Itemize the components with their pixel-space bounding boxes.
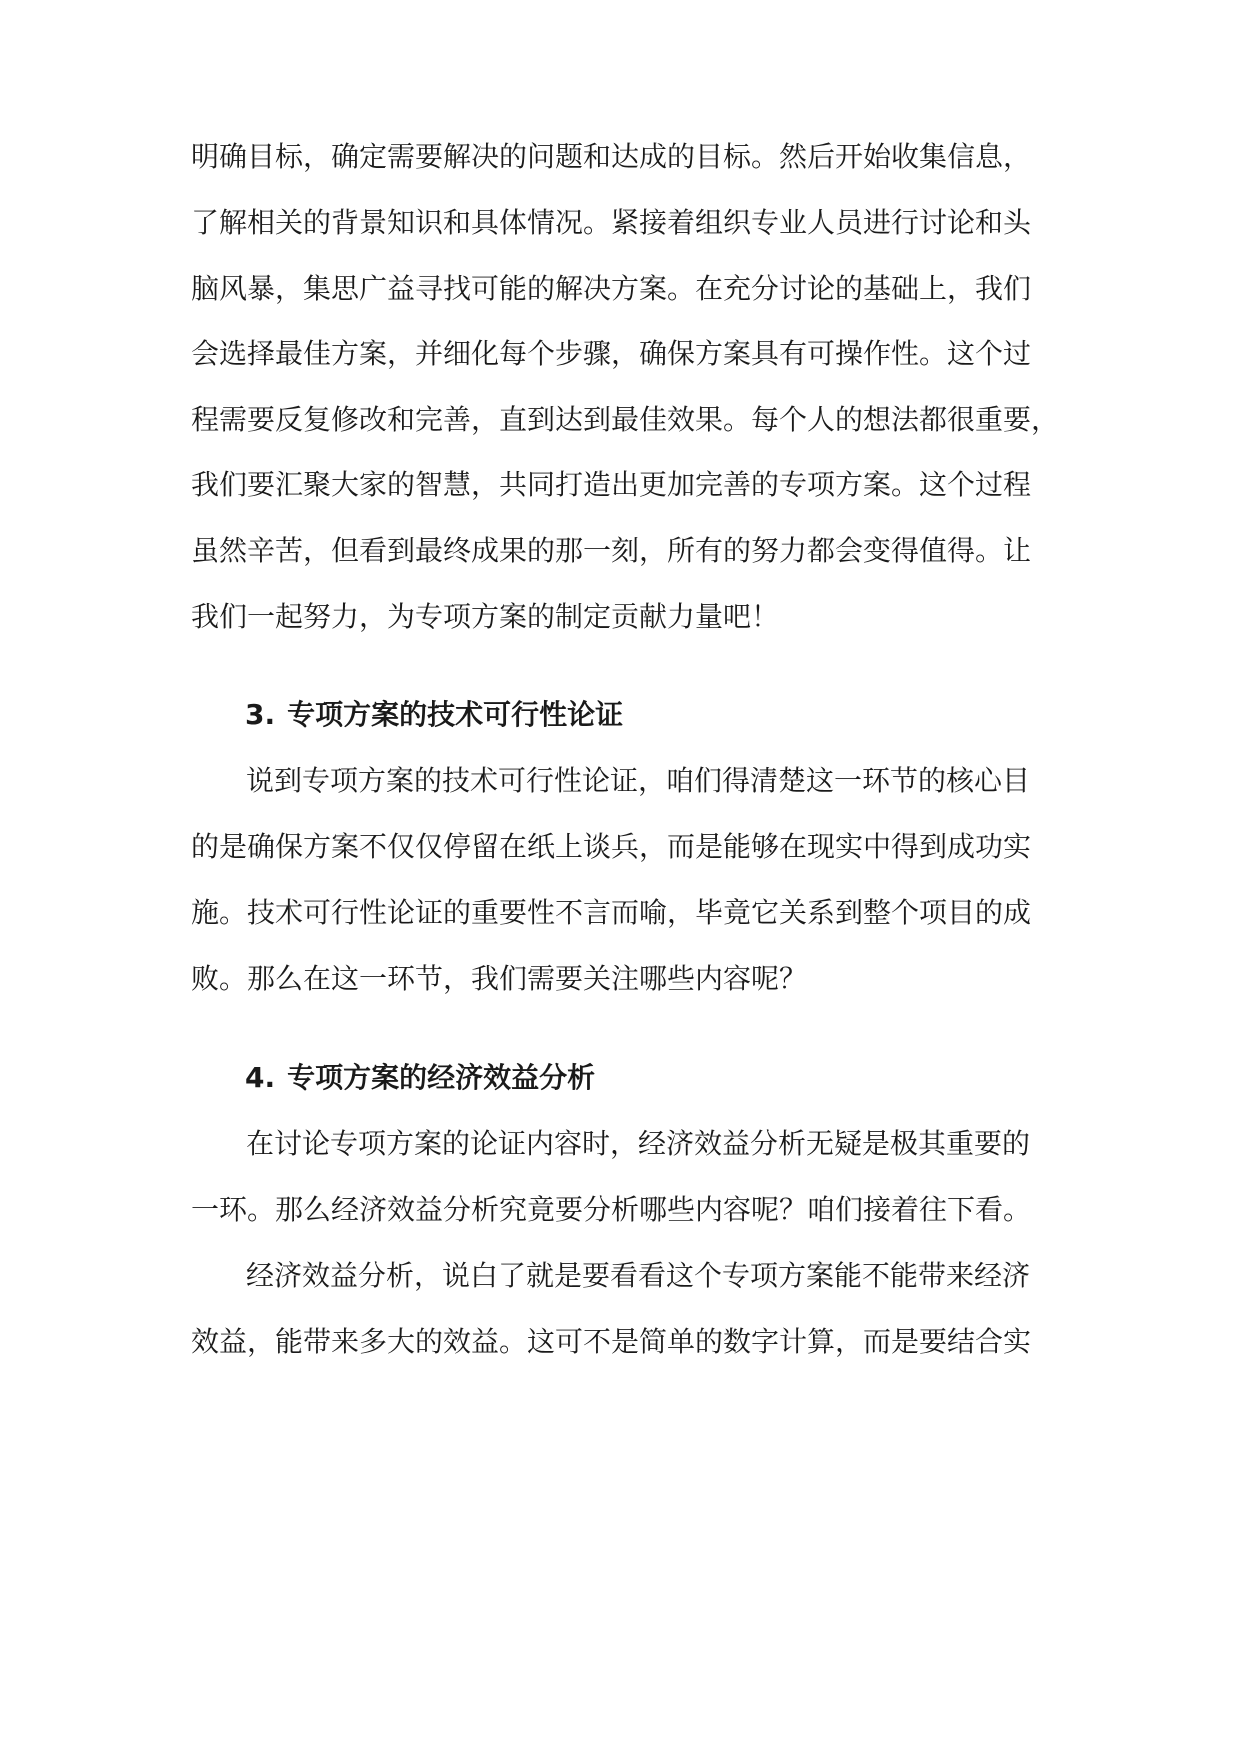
section-number: 3. bbox=[245, 698, 276, 731]
text-line: 施。技术可行性论证的重要性不言而喻，毕竟它关系到整个项目的成 bbox=[191, 896, 1032, 929]
text-line: 程需要反复修改和完善，直到达到最佳效果。每个人的想法都很重要， bbox=[191, 403, 1060, 436]
text-line: 我们要汇聚大家的智慧，共同打造出更加完善的专项方案。这个过程 bbox=[191, 468, 1032, 501]
text-line: 一环。那么经济效益分析究竟要分析哪些内容呢？咱们接着往下看。 bbox=[191, 1193, 1032, 1226]
section-number: 4. bbox=[245, 1061, 276, 1094]
text-line: 虽然辛苦，但看到最终成果的那一刻，所有的努力都会变得值得。让 bbox=[191, 534, 1032, 567]
text-line: 的是确保方案不仅仅停留在纸上谈兵，而是能够在现实中得到成功实 bbox=[191, 830, 1032, 863]
section-title: 专项方案的技术可行性论证 bbox=[287, 698, 624, 731]
section-heading-4 bbox=[245, 1060, 595, 1096]
text-line: 败。那么在这一环节，我们需要关注哪些内容呢？ bbox=[191, 962, 808, 995]
text-line: 明确目标，确定需要解决的问题和达成的目标。然后开始收集信息， bbox=[191, 140, 1032, 173]
text-line: 效益，能带来多大的效益。这可不是简单的数字计算，而是要结合实 bbox=[191, 1325, 1032, 1358]
text-line: 说到专项方案的技术可行性论证，咱们得清楚这一环节的核心目 bbox=[246, 764, 1031, 797]
text-line: 脑风暴，集思广益寻找可能的解决方案。在充分讨论的基础上，我们 bbox=[191, 272, 1032, 305]
section-title: 专项方案的经济效益分析 bbox=[287, 1061, 596, 1094]
text-line: 在讨论专项方案的论证内容时，经济效益分析无疑是极其重要的 bbox=[246, 1127, 1031, 1160]
section-heading-3 bbox=[245, 697, 623, 733]
text-line: 我们一起努力，为专项方案的制定贡献力量吧！ bbox=[191, 600, 780, 633]
text-line: 经济效益分析，说白了就是要看看这个专项方案能不能带来经济 bbox=[246, 1259, 1031, 1292]
text-line: 会选择最佳方案，并细化每个步骤，确保方案具有可操作性。这个过 bbox=[191, 337, 1032, 370]
text-line: 了解相关的背景知识和具体情况。紧接着组织专业人员进行讨论和头 bbox=[191, 206, 1032, 239]
